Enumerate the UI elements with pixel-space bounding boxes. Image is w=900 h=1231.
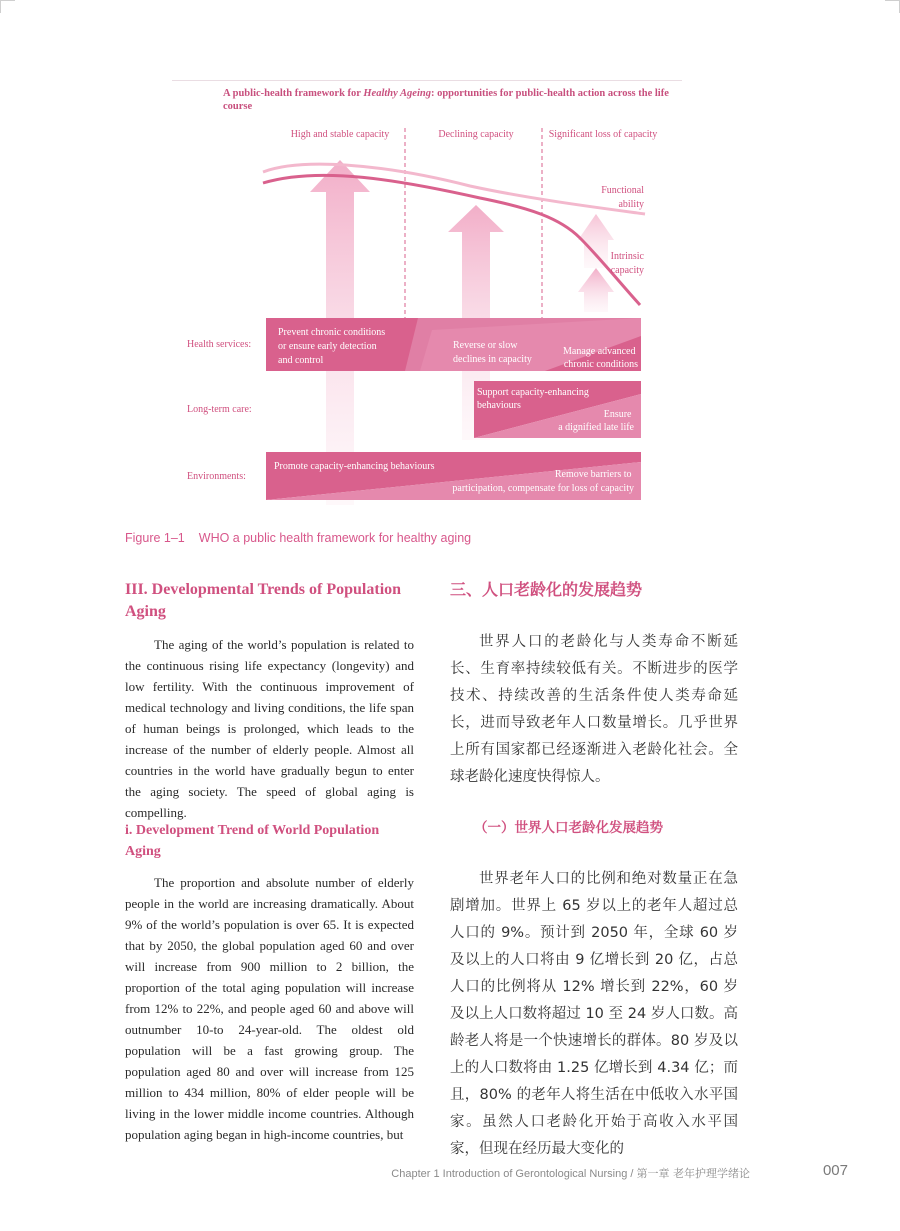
label-intrinsic-1: Intrinsic: [610, 251, 644, 262]
remove-line-2: participation, compensate for loss of capacity: [452, 483, 634, 494]
phase-label-declining: Declining capacity: [438, 129, 514, 140]
zh-paragraph-2: 世界老年人口的比例和绝对数量正在急剧增加。世界上 65 岁以上的老年人超过总人口的 9%。预计到 2050 年，全球 60 岁及以上的人口将由 9 亿增长到 20 亿，占总人口的比例将从 12% 增长到 22%，60 岁及以上人口数将超过 10 至 24 岁人口数。高龄老人将是一个快速增长的群体。80 岁及以上的人口数将由 1.25 亿增长到 4.34 亿；而且，80% 的老年人将生活在中低收入水平国家。虽然人口老龄化开始于高收入水平国家，但现在经历最大变化的: [450, 871, 738, 1157]
en-paragraph-1: The aging of the world’s population is related to the continuous rising life expectancy (longevity) and low fertility. With the continuous improvement of medical technology and living conditions, the life span of human beings is prolonged, which leads to the increase of the number of elderly people. Almost all countries in the world have gradually begun to enter the aging society. The speed of global aging is compelling.: [125, 637, 414, 820]
remove-line-1: Remove barriers to: [554, 469, 632, 480]
running-footer: [391, 1165, 750, 1181]
ensure-line-1: Ensure: [603, 409, 632, 420]
arrow-loss-capacity-low: [578, 268, 614, 312]
figure-title-suffix: : opportunities for public-health action across the life course: [223, 88, 669, 112]
phase-label-high: High and stable capacity: [290, 129, 390, 140]
figure-title-italic: Healthy Ageing: [363, 88, 431, 99]
label-functional-1: Functional: [601, 185, 644, 196]
manage-line-2: chronic conditions: [563, 359, 638, 370]
zh-section-heading: 三、人口老龄化的发展趋势: [450, 580, 643, 599]
zh-subsection-heading: （一）世界人口老龄化发展趋势: [474, 820, 663, 836]
ensure-line-2: a dignified late life: [558, 422, 634, 433]
footer-chapter-en: Chapter 1 Introduction of Gerontological Nursing /: [391, 1168, 637, 1180]
framework-figure: [0, 0, 900, 520]
phase-label-loss: Significant loss of capacity: [548, 129, 658, 140]
footer-chapter-zh: 第一章 老年护理学绪论: [636, 1167, 750, 1180]
row-label-health-services: Health services:: [187, 339, 252, 350]
en-subsection-heading: i. Development Trend of World Population Aging: [125, 823, 380, 859]
reverse-line-2: declines in capacity: [453, 354, 532, 365]
figure-caption-text: WHO a public health framework for healthy aging: [198, 531, 472, 545]
label-functional-2: ability: [618, 199, 644, 210]
en-section-heading: III. Developmental Trends of Population Aging: [125, 581, 402, 620]
support-line-1: Support capacity-enhancing: [477, 387, 589, 398]
row-label-environments: Environments:: [187, 471, 246, 482]
manage-line-1: Manage advanced: [563, 346, 636, 357]
box-promote-text: Promote capacity-enhancing behaviours: [274, 461, 435, 472]
support-line-2: behaviours: [477, 400, 521, 411]
figure-caption-number: Figure 1–1: [125, 531, 185, 545]
zh-paragraph-1: 世界人口的老龄化与人类寿命不断延长、生育率持续较低有关。不断进步的医学技术、持续改善的生活条件使人类寿命延长，进而导致老年人口数量增长。几乎世界上所有国家都已经逐渐进入老龄化社会。全球老龄化速度快得惊人。: [450, 634, 738, 785]
prevent-line-2: or ensure early detection: [278, 341, 377, 352]
page-number: 007: [822, 1162, 848, 1179]
reverse-line-1: Reverse or slow: [453, 340, 518, 351]
en-paragraph-2: The proportion and absolute number of elderly people in the world are increasing dramatically. About 9% of the world’s population is over 65. It is expected that by 2050, the global population aged 60 and over will increase from 900 million to 2 billion, the proportion of the total aging population will increase from 12% to 22%, and people aged 60 and above will outnumber 10-to 24-year-old. The oldest old population will be a fast growing group. The population aged 80 and over will increase from 125 million to 434 million, 80% of elder people will be living in the lower middle income countries. Although population aging began in high-income countries, but: [125, 875, 414, 1142]
row-label-long-term-care: Long-term care:: [187, 404, 252, 415]
prevent-line-1: Prevent chronic conditions: [278, 327, 386, 338]
figure-title-prefix: A public-health framework for: [223, 88, 364, 99]
prevent-line-3: and control: [278, 355, 324, 366]
label-intrinsic-2: capacity: [610, 265, 644, 276]
figure-caption: [125, 531, 471, 545]
